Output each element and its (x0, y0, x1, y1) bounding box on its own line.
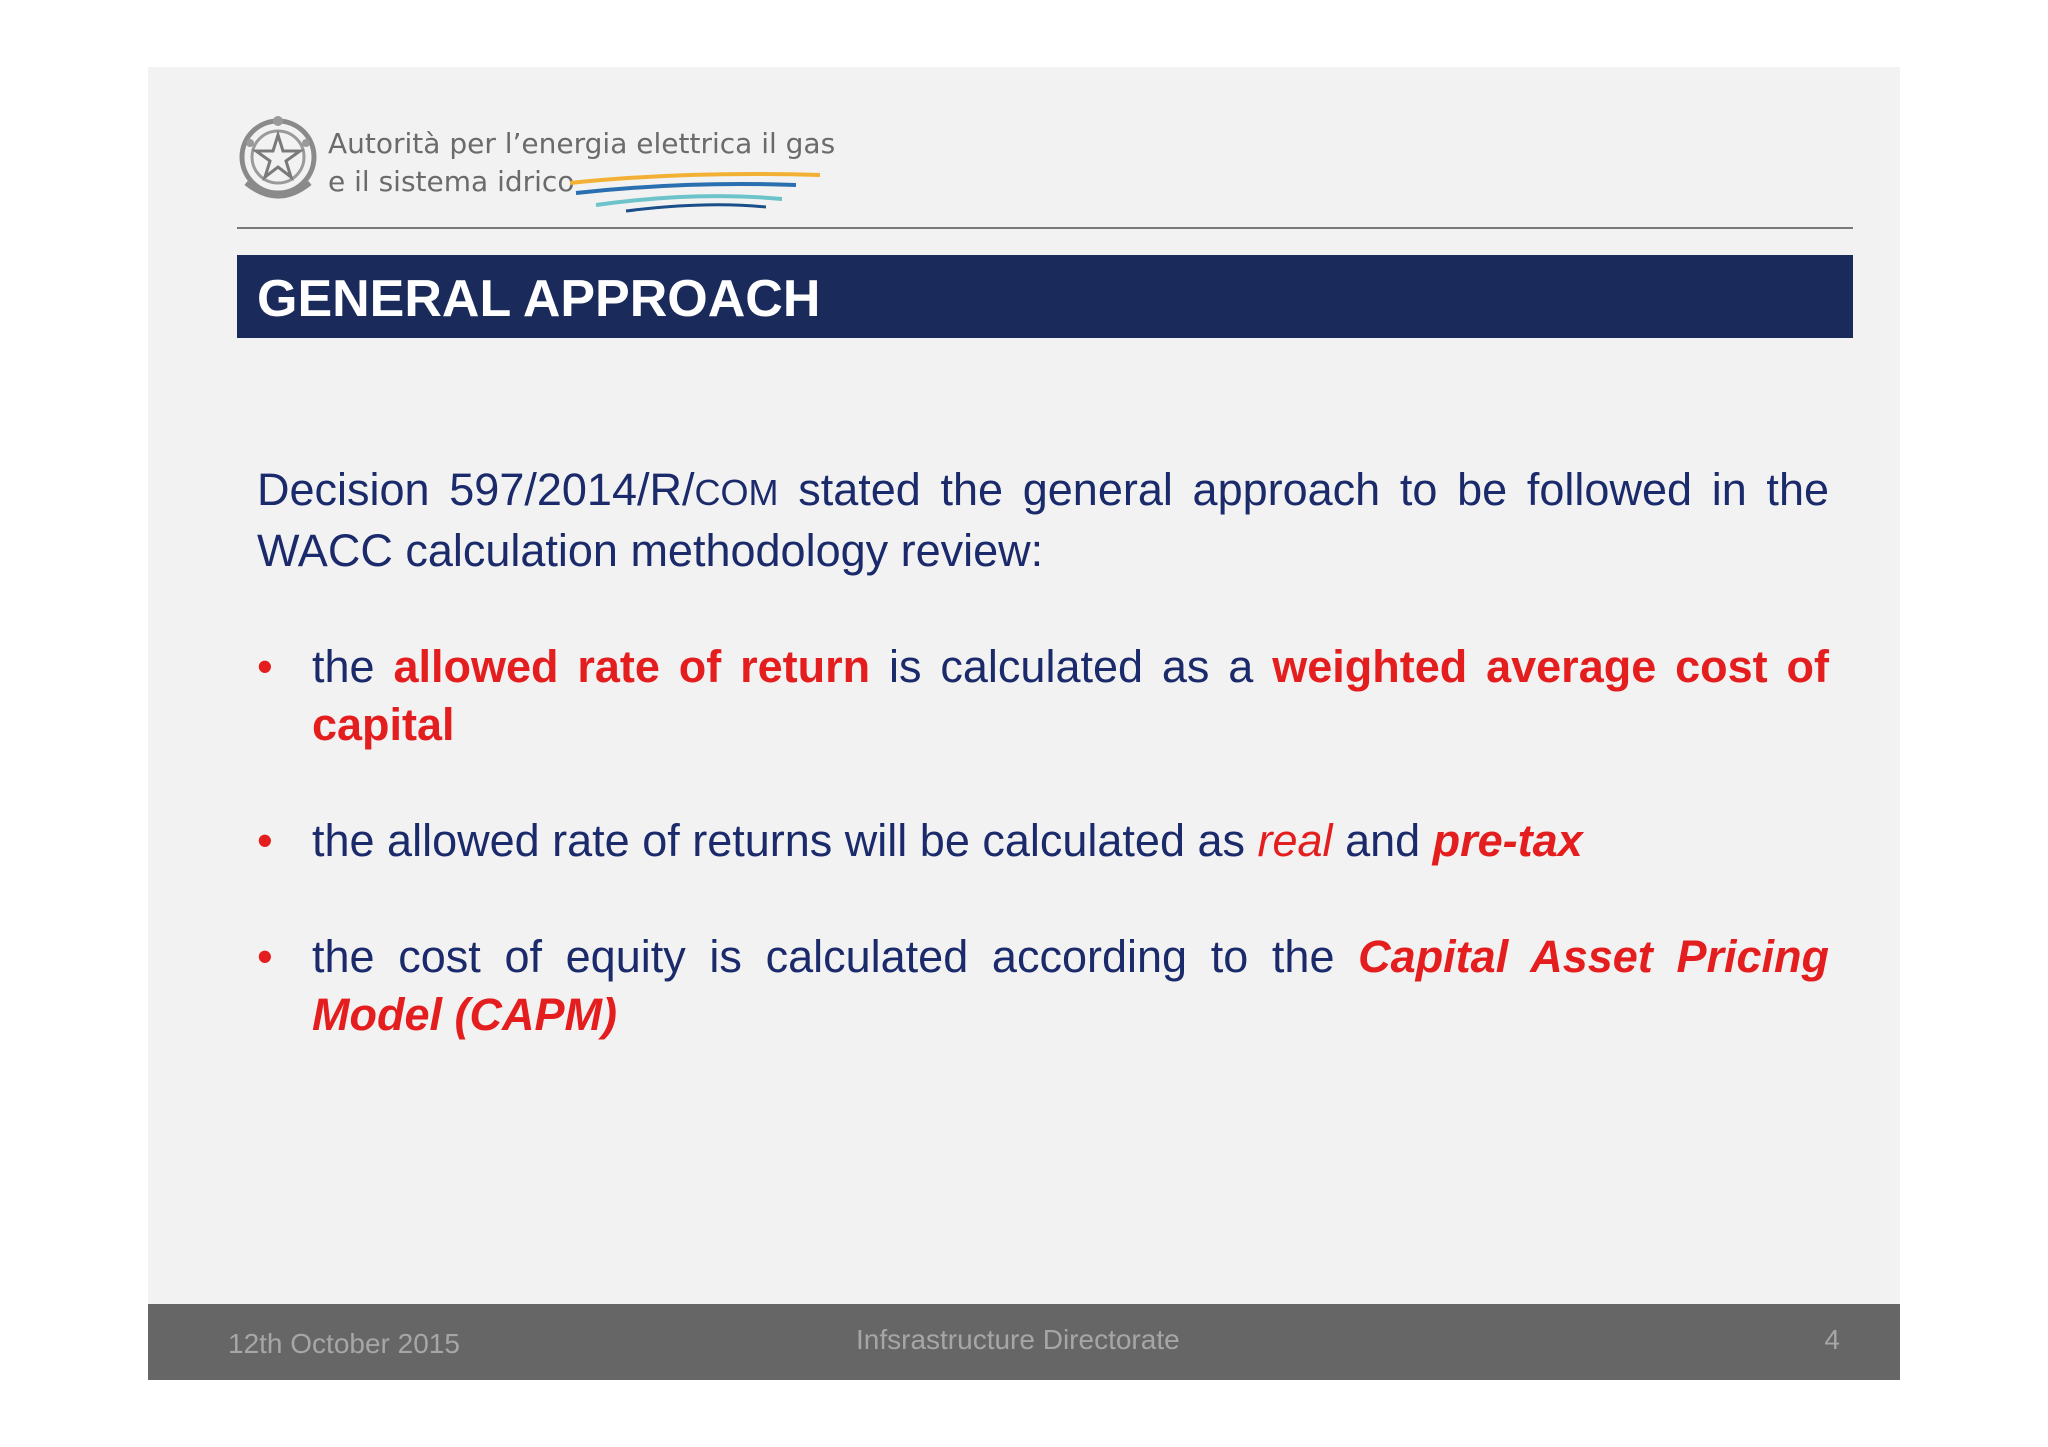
bullet-2-highlight-1: real (1257, 815, 1333, 866)
logo-text-line2: e il sistema idrico (328, 165, 575, 198)
bullet-2-text-2: and (1332, 815, 1433, 866)
bullet-2-highlight-2: pre-tax (1432, 815, 1583, 866)
bullet-item-3 (257, 928, 1829, 1044)
logo-text-line1: Autorità per l’energia elettrica il gas (328, 127, 836, 160)
italian-republic-emblem-icon (236, 113, 320, 207)
slide-title: GENERAL APPROACH (257, 270, 821, 328)
intro-text-after: stated the general approach to be followed in the WACC calculation methodology review: (257, 464, 1829, 576)
bullet-1-highlight-1: allowed rate of return (393, 641, 871, 692)
bullet-1-text-2: is calculated as a (870, 641, 1273, 692)
page-number: 4 (1824, 1324, 1840, 1355)
bullet-dot-icon: • (257, 931, 273, 982)
slide (148, 67, 1900, 1380)
intro-paragraph (257, 461, 1829, 580)
bullet-dot-icon: • (257, 815, 273, 866)
intro-smallcaps: COM (694, 472, 779, 513)
logo-waves-icon (566, 169, 826, 219)
title-bar (237, 255, 1853, 338)
bullet-item-2 (257, 812, 1829, 870)
slide-footer (148, 1304, 1900, 1380)
slide-body (257, 461, 1829, 1044)
bullet-list (257, 638, 1829, 1044)
footer-date: 12th October 2015 (228, 1328, 460, 1359)
bullet-dot-icon: • (257, 641, 273, 692)
bullet-item-1 (257, 638, 1829, 754)
intro-text-before: Decision 597/2014/R/ (257, 464, 695, 515)
bullet-3-highlight-1: Capital Asset Pricing Model (CAPM) (312, 931, 1829, 1040)
bullet-1-text-1: the (312, 641, 394, 692)
bullet-1-highlight-2: weighted average cost of capital (312, 641, 1829, 750)
footer-directorate: Infsrastructure Directorate (856, 1324, 1180, 1355)
authority-logo (236, 109, 876, 209)
bullet-2-text-1: the allowed rate of returns will be calculated as (312, 815, 1258, 866)
header-divider (237, 227, 1853, 229)
bullet-3-text-1: the cost of equity is calculated according to the (312, 931, 1359, 982)
